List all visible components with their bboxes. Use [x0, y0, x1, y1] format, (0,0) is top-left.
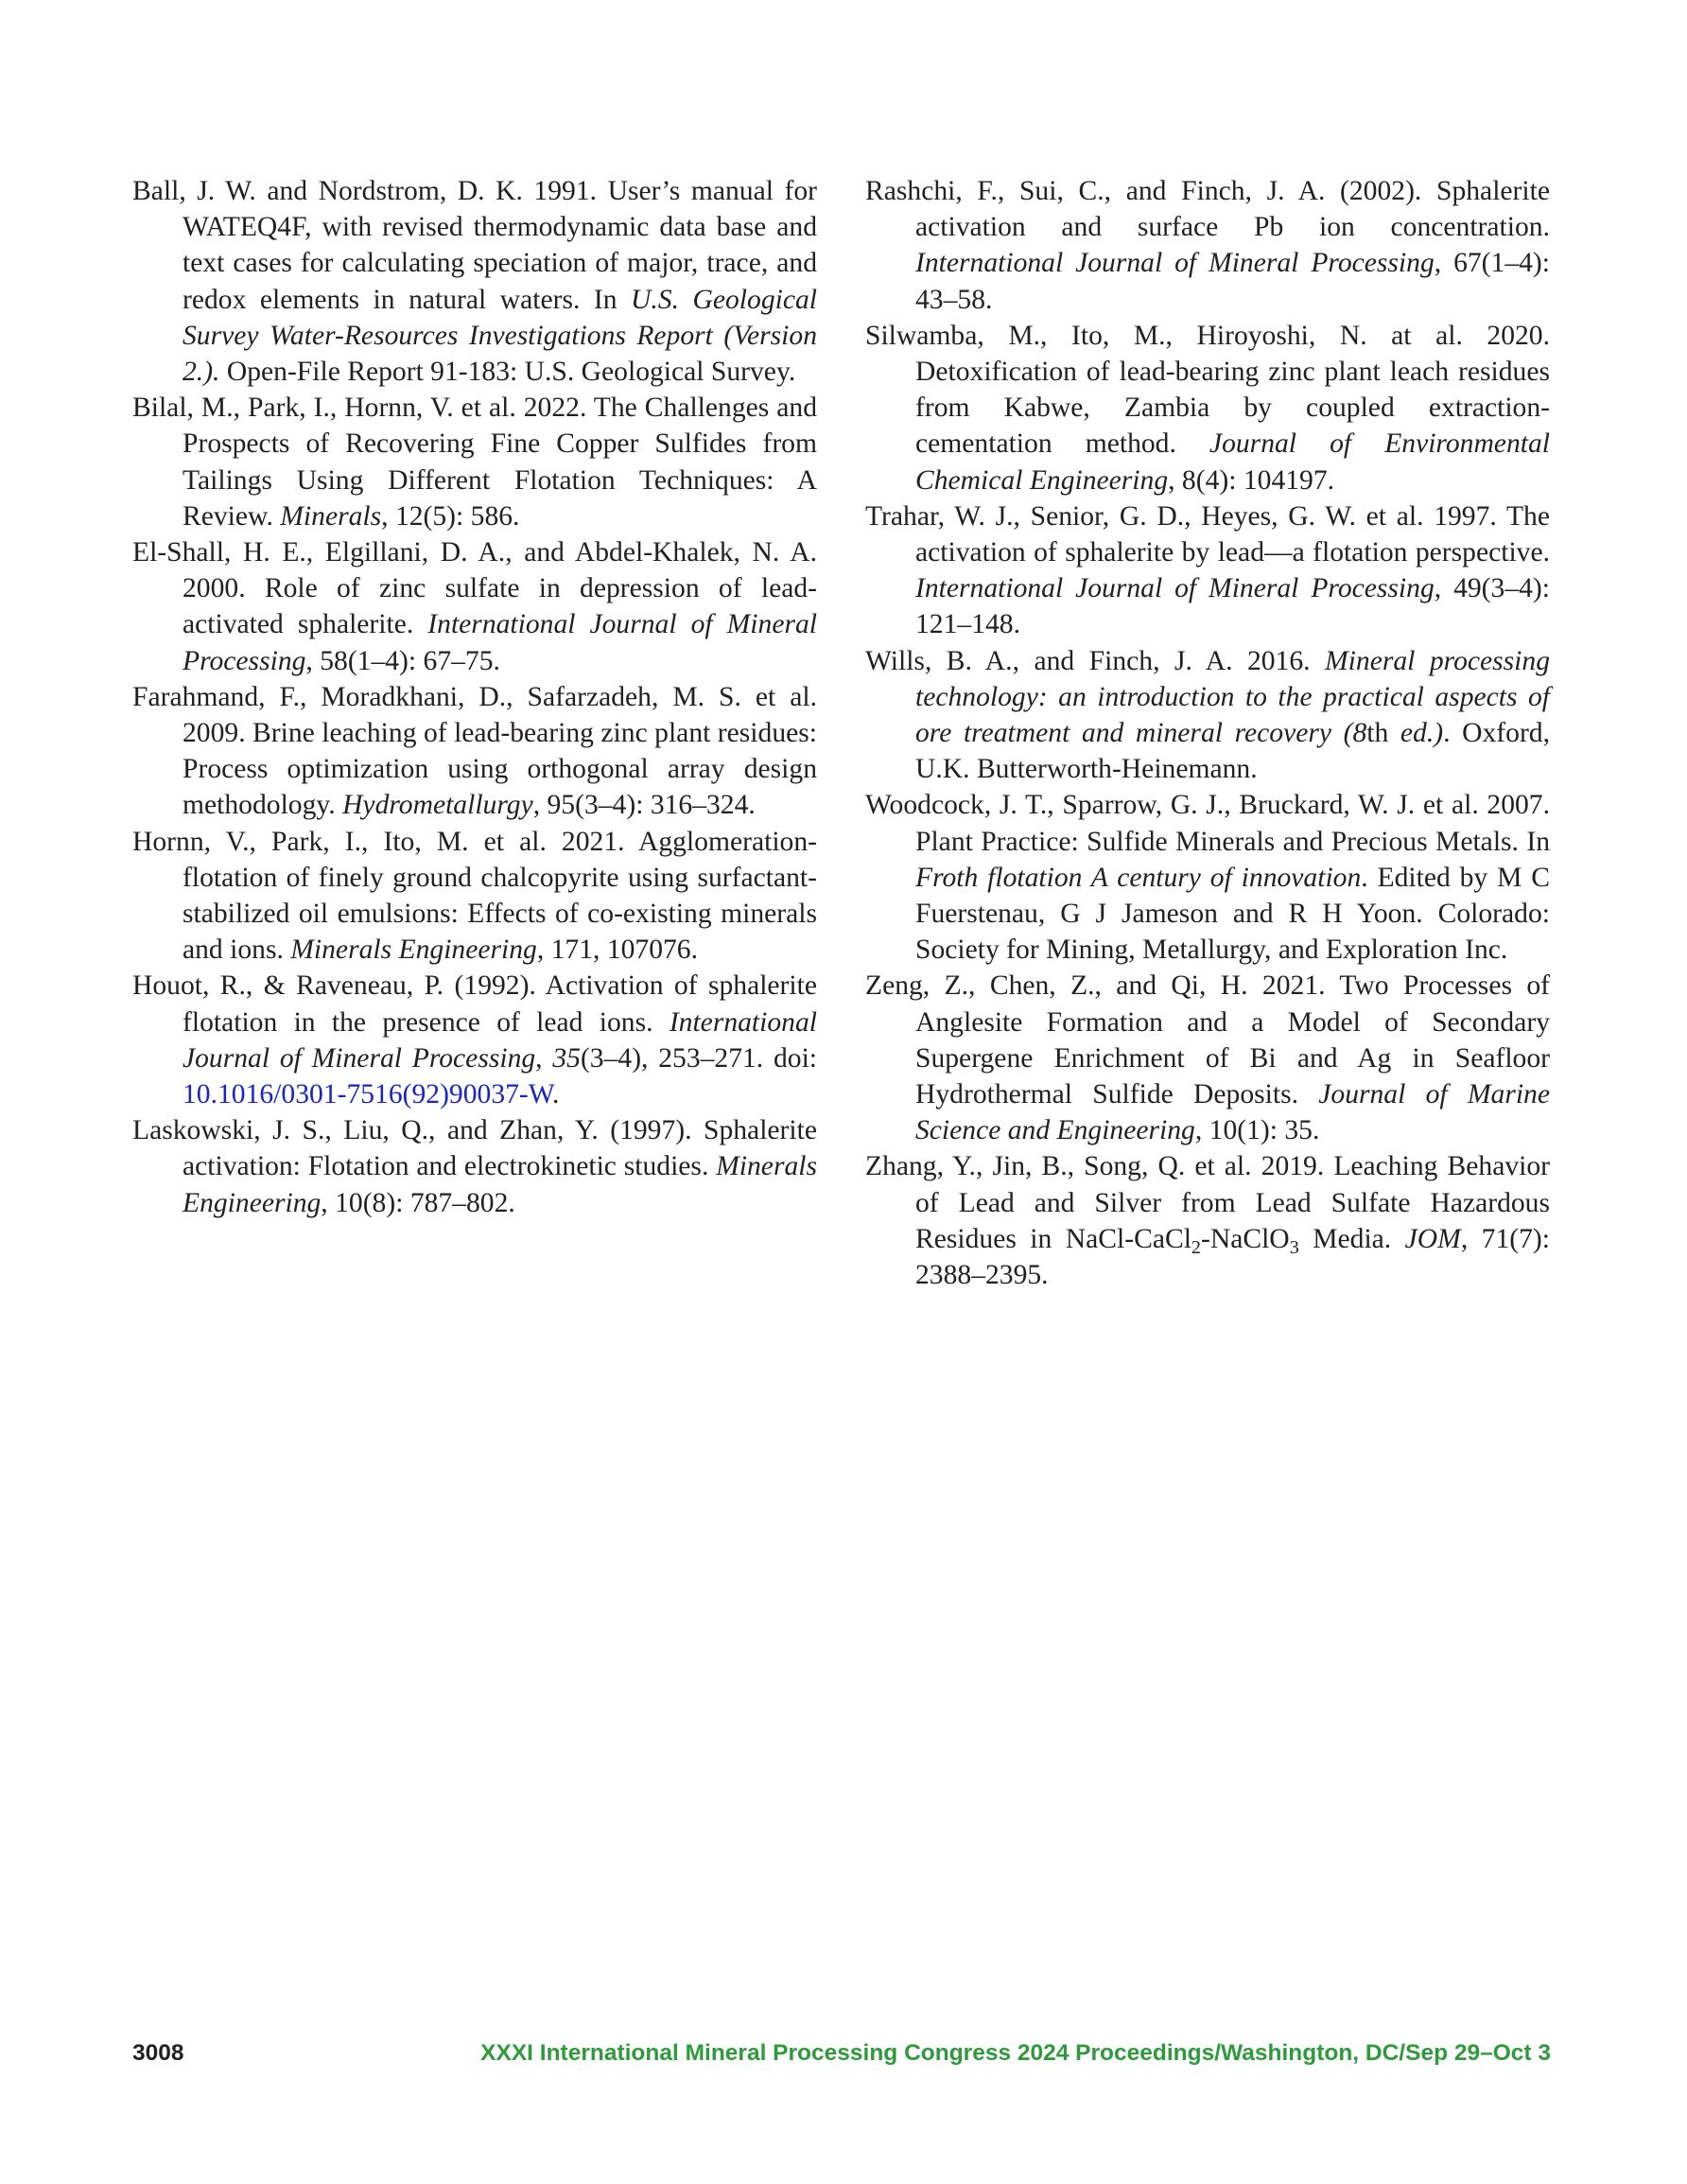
reference-farahmand-2009: Farahmand, F., Moradkhani, D., Safarzadeh, M. S. et al. 2009. Brine leaching of lead-bearing zinc plant residues: Process optimization using orthogonal array design methodology. Hydrometallurgy, 95(3–4): 316–324.: [132, 681, 817, 821]
reference-el-shall-2000: El-Shall, H. E., Elgillani, D. A., and Abdel-Khalek, N. A. 2000. Role of zinc sulfate in depression of lead-activated sphalerite. International Journal of Mineral Processing, 58(1–4): 67–75.: [132, 537, 817, 676]
reference-zhang-2019: Zhang, Y., Jin, B., Song, Q. et al. 2019. Leaching Behavior of Lead and Silver from Lead Sulfate Hazardous Residues in NaCl-CaCl$_2$-NaClO$_3$ Media. JOM, 71(7): 2388–2395.: [865, 1151, 1550, 1291]
page-number: 3008: [132, 2040, 184, 2066]
reference-silwamba-2020: Silwamba, M., Ito, M., Hiroyoshi, N. at al. 2020. Detoxification of lead-bearing zinc plant leach residues from Kabwe, Zambia by coupled extraction-cementation method. Journal of Environmental Chemical Engineering, 8(4): 104197.: [865, 320, 1550, 496]
reference-rashchi-2002: Rashchi, F., Sui, C., and Finch, J. A. (2002). Sphalerite activation and surface Pb ion concentration. International Journal of Mineral Processing, 67(1–4): 43–58.: [865, 176, 1550, 315]
references-column-right: [865, 173, 1550, 1293]
page-footer: [132, 2035, 1551, 2072]
reference-wills-2016: Wills, B. A., and Finch, J. A. 2016. Mineral processing technology: an introduction to the practical aspects of ore treatment and mineral recovery (8th ed.). Oxford, U.K. Butterworth-Heinemann.: [865, 645, 1550, 785]
reference-ball-1991: Ball, J. W. and Nordstrom, D. K. 1991. User’s manual for WATEQ4F, with revised thermodynamic data base and text cases for calculating speciation of major, trace, and redox elements in natural waters. In U.S. Geological Survey Water-Resources Investigations Report (Version 2.). Open-File Report 91-183: U.S. Geological Survey.: [132, 176, 817, 388]
doi-link[interactable]: 10.1016/0301-7516(92)90037-W: [183, 1079, 552, 1110]
references-column-left: [132, 173, 817, 1221]
reference-trahar-1997: Trahar, W. J., Senior, G. D., Heyes, G. W. et al. 1997. The activation of sphalerite by lead—a flotation perspective. International Journal of Mineral Processing, 49(3–4): 121–148.: [865, 500, 1550, 640]
reference-bilal-2022: Bilal, M., Park, I., Hornn, V. et al. 2022. The Challenges and Prospects of Recovering Fine Copper Sulfides from Tailings Using Different Flotation Techniques: A Review. Minerals, 12(5): 586.: [132, 393, 817, 532]
reference-woodcock-2007: Woodcock, J. T., Sparrow, G. J., Bruckard, W. J. et al. 2007. Plant Practice: Sulfide Minerals and Precious Metals. In Froth flotation A century of innovation. Edited by M C Fuerstenau, G J Jameson and R H Yoon. Colorado: Society for Mining, Metallurgy, and Exploration Inc.: [865, 790, 1551, 966]
reference-houot-1992: Houot, R., & Raveneau, P. (1992). Activation of sphalerite flotation in the presence of lead ions. International Journal of Mineral Processing, 35(3–4), 253–271. doi: 10.1016/0301-7516(92)90037-W.: [132, 970, 818, 1110]
running-title: XXXI International Mineral Processing Congress 2024 Proceedings/Washington, DC/Sep 29–Oct 3: [480, 2040, 1551, 2066]
reference-zeng-2021: Zeng, Z., Chen, Z., and Qi, H. 2021. Two Processes of Anglesite Formation and a Model of Secondary Supergene Enrichment of Bi and Ag in Seafloor Hydrothermal Sulfide Deposits. Journal of Marine Science and Engineering, 10(1): 35.: [865, 970, 1550, 1146]
reference-laskowski-1997: Laskowski, J. S., Liu, Q., and Zhan, Y. (1997). Sphalerite activation: Flotation and electrokinetic studies. Minerals Engineering, 10(8): 787–802.: [132, 1115, 817, 1218]
reference-hornn-2021: Hornn, V., Park, I., Ito, M. et al. 2021. Agglomeration-flotation of finely ground chalcopyrite using surfactant-stabilized oil emulsions: Effects of co-existing minerals and ions. Minerals Engineering, 171, 107076.: [132, 826, 817, 966]
